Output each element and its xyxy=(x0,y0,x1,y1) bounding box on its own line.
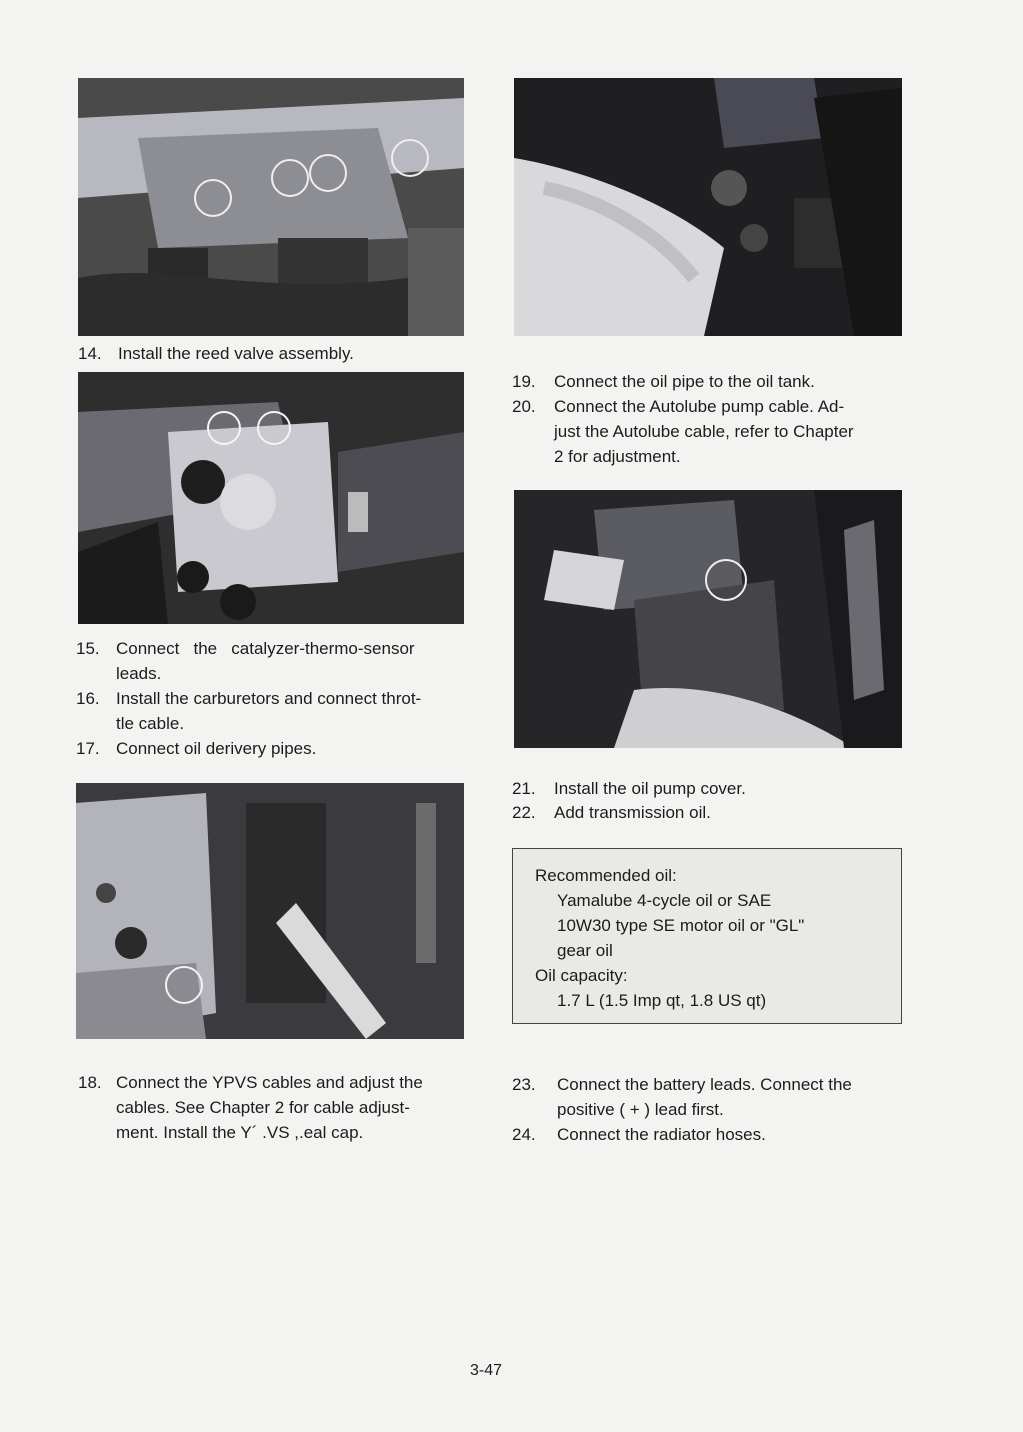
step-24 xyxy=(512,1122,912,1147)
step-number: 21. xyxy=(512,779,536,798)
step-14 xyxy=(78,341,478,366)
step-text-line: just the Autolube cable, refer to Chapter xyxy=(554,422,854,441)
step-text: Connect the oil pipe to the oil tank. xyxy=(554,372,815,391)
photo-thermo-sensor xyxy=(78,372,464,624)
photo-oil-pump xyxy=(514,490,902,748)
photo-oil-tank xyxy=(514,78,902,336)
step-number: 22. xyxy=(512,803,536,822)
spec-oil-line: gear oil xyxy=(557,941,613,960)
step-text: Install the oil pump cover. xyxy=(554,779,746,798)
step-text: Connect oil derivery pipes. xyxy=(116,739,317,758)
step-text-line: ment. Install the Y´ .VS ,.eal cap. xyxy=(116,1123,364,1142)
step-21 xyxy=(512,776,912,801)
step-text-line: tle cable. xyxy=(116,714,185,733)
step-text-line: Connect the battery leads. Connect the xyxy=(557,1075,852,1094)
recommended-oil-box xyxy=(512,848,902,1024)
step-text: Install the reed valve assembly. xyxy=(118,344,354,363)
step-number: 15. xyxy=(76,639,100,658)
step-18 xyxy=(78,1070,478,1145)
step-number: 18. xyxy=(78,1073,102,1092)
step-number: 14. xyxy=(78,344,102,363)
step-text-line: Install the carburetors and connect throt- xyxy=(116,689,422,708)
spec-heading: Recommended oil: xyxy=(535,866,677,885)
step-number: 20. xyxy=(512,397,536,416)
page-number: 3-47 xyxy=(470,1362,503,1379)
step-text-line: cables. See Chapter 2 for cable adjust- xyxy=(116,1098,410,1117)
spec-oil-line: 10W30 type SE motor oil or "GL" xyxy=(557,916,805,935)
step-19 xyxy=(512,369,912,394)
capacity-value: 1.7 L (1.5 Imp qt, 1.8 US qt) xyxy=(557,991,767,1010)
step-23 xyxy=(512,1072,912,1122)
step-22 xyxy=(512,800,912,825)
capacity-heading: Oil capacity: xyxy=(535,966,628,985)
step-text: Add transmission oil. xyxy=(554,803,711,822)
step-15 xyxy=(76,636,476,686)
photo-oil-pipes xyxy=(76,783,464,1039)
photo-reed-valve xyxy=(78,78,464,336)
spec-oil-line: Yamalube 4-cycle oil or SAE xyxy=(557,891,772,910)
step-text: Connect the radiator hoses. xyxy=(557,1125,766,1144)
step-17 xyxy=(76,736,476,761)
step-text-line: Connect the Autolube pump cable. Ad- xyxy=(554,397,845,416)
step-text-line: leads. xyxy=(116,664,162,683)
step-text-line: positive ( + ) lead first. xyxy=(557,1100,724,1119)
step-text-line: Connect the YPVS cables and adjust the xyxy=(116,1073,423,1092)
step-number: 23. xyxy=(512,1075,536,1094)
step-number: 19. xyxy=(512,372,536,391)
step-20 xyxy=(512,394,912,469)
step-number: 17. xyxy=(76,739,100,758)
step-number: 24. xyxy=(512,1125,536,1144)
step-text-line: Connect the catalyzer-thermo-sensor xyxy=(116,639,415,658)
step-number: 16. xyxy=(76,689,100,708)
step-16 xyxy=(76,686,476,736)
step-text-line: 2 for adjustment. xyxy=(554,447,681,466)
